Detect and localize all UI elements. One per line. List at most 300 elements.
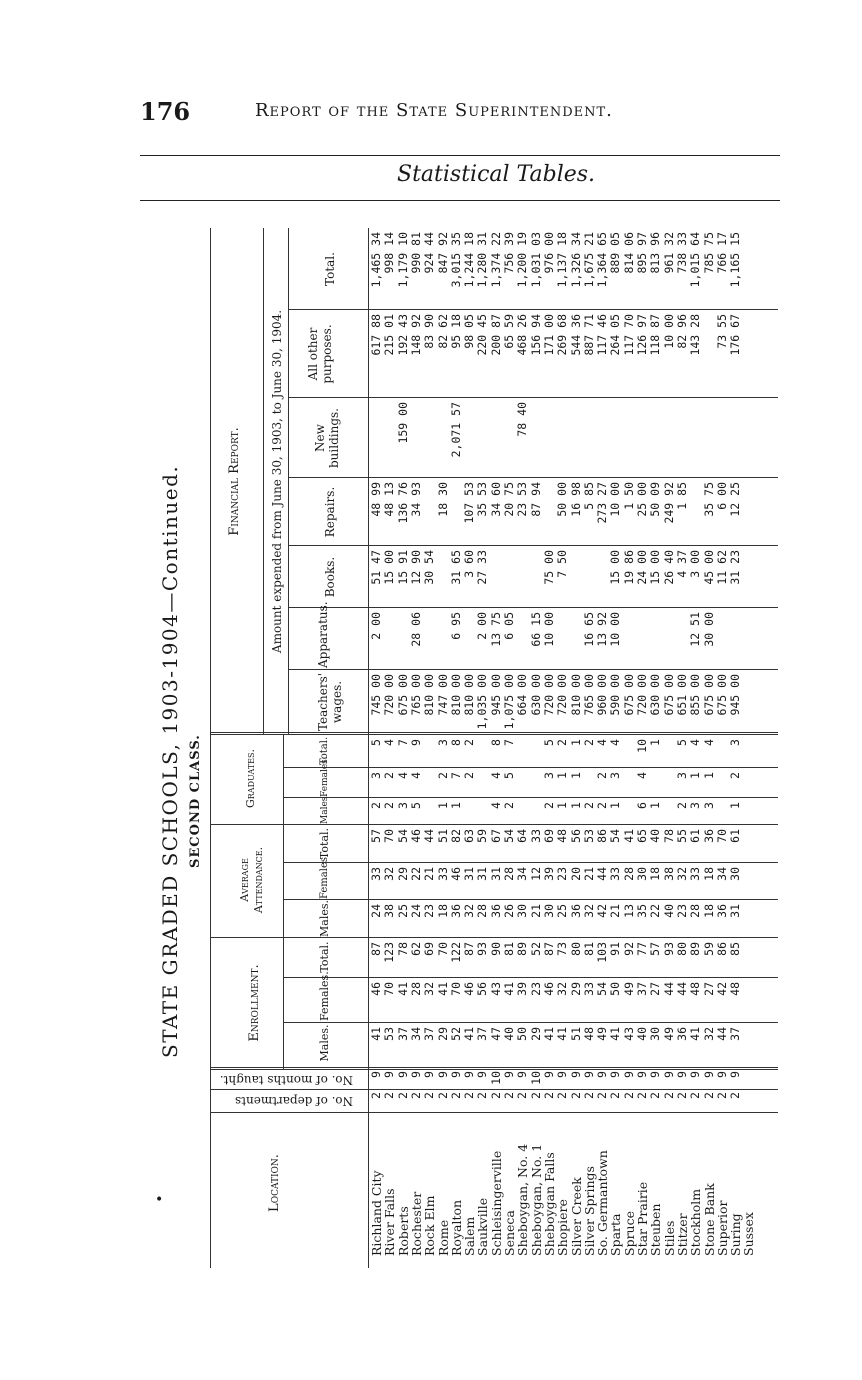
cell-enroll-females: 42 [714, 982, 729, 996]
cell-departments: 2 [555, 1092, 570, 1099]
cell-attend-total: 70 [382, 829, 397, 843]
cell-attend-males: 30 [515, 904, 530, 918]
cell-repairs: 50 09 [648, 482, 663, 517]
cell-enroll-total: 91 [608, 942, 623, 956]
cell-other: 220 45 [475, 314, 490, 356]
cell-enroll-females: 27 [648, 982, 663, 996]
cell-repairs: 16 98 [568, 482, 583, 517]
cell-fin-total: 895 97 [635, 232, 649, 274]
cell-other: 468 26 [515, 314, 530, 356]
cell-grad-males: 3 [688, 802, 703, 809]
cell-other: 544 36 [568, 314, 583, 356]
cell-enroll-males: 41 [555, 1027, 570, 1041]
cell-fin-total: 998 14 [382, 232, 397, 274]
cell-location: Stiles [661, 1220, 677, 1256]
cell-other: 117 70 [621, 314, 636, 356]
cell-grad-females: 4 [488, 772, 503, 779]
cell-fin-total: 1,137 18 [555, 232, 570, 288]
cell-departments: 2 [688, 1092, 703, 1099]
cell-attend-males: 28 [688, 904, 703, 918]
cell-grad-males: 1 [648, 802, 663, 809]
table-row [649, 228, 662, 1268]
cell-wages: 675 00 [714, 674, 729, 716]
group-rule [263, 228, 264, 735]
cell-other: 200 87 [488, 314, 503, 356]
cell-fin-total: 814 06 [621, 232, 636, 274]
cell-repairs: 23 53 [515, 482, 530, 517]
cell-attend-total: 59 [475, 829, 490, 843]
cell-books: 24 00 [635, 550, 649, 585]
cell-enroll-total: 52 [528, 942, 543, 956]
cell-grad-total: 9 [408, 739, 423, 746]
cell-enroll-total: 86 [714, 942, 729, 956]
cell-repairs: 12 25 [728, 482, 743, 517]
cell-books: 12 90 [408, 550, 423, 585]
cell-enroll-males: 32 [701, 1027, 716, 1041]
cell-grad-females: 2 [728, 772, 743, 779]
cell-departments: 2 [581, 1092, 596, 1099]
cell-location: Sparta [608, 1213, 624, 1256]
cell-attend-males: 42 [595, 904, 610, 918]
cell-departments: 2 [488, 1092, 503, 1099]
cell-months: 9 [648, 1071, 663, 1078]
running-title: Report of the State Superintendent. [255, 100, 613, 121]
cell-attend-females: 18 [701, 867, 716, 881]
cell-books: 15 00 [382, 550, 397, 585]
cell-enroll-males: 41 [541, 1027, 556, 1041]
cell-wages: 765 00 [408, 674, 423, 716]
cell-departments: 2 [369, 1092, 383, 1099]
cell-enroll-females: 33 [581, 982, 596, 996]
cell-attend-total: 70 [714, 829, 729, 843]
cell-attend-total: 63 [462, 829, 477, 843]
cell-enroll-males: 47 [488, 1027, 503, 1041]
cell-grad-females: 2 [462, 772, 477, 779]
cell-months: 9 [462, 1071, 477, 1078]
cell-books: 75 00 [541, 550, 556, 585]
cell-wages: 675 00 [395, 674, 410, 716]
cell-wages: 675 00 [621, 674, 636, 716]
cell-enroll-females: 48 [688, 982, 703, 996]
cell-fin-total: 1,179 10 [395, 232, 410, 288]
cell-other: 887 71 [581, 314, 596, 356]
cell-enroll-females: 43 [488, 982, 503, 996]
cell-grad-females: 2 [382, 772, 397, 779]
cell-attend-males: 18 [701, 904, 716, 918]
cell-months: 9 [674, 1071, 689, 1078]
cell-enroll-total: 103 [595, 942, 610, 963]
cell-attend-males: 28 [475, 904, 490, 918]
cell-location: Star Prairie [635, 1181, 650, 1256]
cell-repairs: 249 92 [661, 482, 676, 524]
cell-wages: 720 00 [635, 674, 649, 716]
cell-months: 9 [422, 1071, 437, 1078]
cell-grad-total: 8 [488, 739, 503, 746]
cell-grad-females: 1 [555, 772, 570, 779]
cell-books: 45 00 [701, 550, 716, 585]
cell-grad-females: 7 [448, 772, 463, 779]
cell-attend-males: 24 [369, 904, 383, 918]
cell-attend-total: 61 [728, 829, 743, 843]
cell-grad-total: 3 [728, 739, 743, 746]
cell-enroll-total: 87 [462, 942, 477, 956]
cell-other: 98 05 [462, 314, 477, 349]
cell-months: 9 [475, 1071, 490, 1078]
cell-enroll-total: 80 [568, 942, 583, 956]
cell-enroll-females: 28 [408, 982, 423, 996]
cell-buildings: 78 40 [515, 402, 530, 437]
other-header: All other purposes. [306, 324, 334, 384]
cell-attend-total: 67 [488, 829, 503, 843]
cell-buildings: 159 00 [395, 402, 410, 444]
cell-enroll-males: 37 [728, 1027, 743, 1041]
cell-wages: 945 00 [488, 674, 503, 716]
cell-attend-males: 18 [435, 904, 450, 918]
cell-months: 9 [581, 1071, 596, 1078]
cell-departments: 2 [701, 1092, 716, 1099]
cell-grad-females: 3 [608, 772, 623, 779]
cell-enroll-total: 70 [435, 942, 450, 956]
cell-months: 9 [369, 1071, 383, 1078]
cell-departments: 2 [462, 1092, 477, 1099]
table-row [503, 228, 516, 1268]
cell-months: 9 [502, 1071, 516, 1078]
cell-repairs: 1 85 [674, 482, 689, 510]
cell-repairs: 5 85 [581, 482, 596, 510]
cell-departments: 2 [515, 1092, 530, 1099]
cell-months: 9 [448, 1071, 463, 1078]
cell-enroll-females: 32 [422, 982, 437, 996]
cell-grad-females: 3 [674, 772, 689, 779]
cell-departments: 2 [395, 1092, 410, 1099]
cell-enroll-males: 37 [475, 1027, 490, 1041]
cell-enroll-total: 73 [555, 942, 570, 956]
cell-attend-females: 32 [382, 867, 397, 881]
cell-attend-males: 23 [674, 904, 689, 918]
cell-months: 9 [515, 1071, 530, 1078]
cell-attend-total: 56 [568, 829, 583, 843]
fin-total-header: Total. [323, 252, 337, 286]
attend-total-header: Total. [318, 827, 331, 860]
cell-fin-total: 1,244 18 [462, 232, 477, 288]
cell-grad-males: 3 [701, 802, 716, 809]
cell-months: 9 [555, 1071, 570, 1078]
cell-apparatus: 2 00 [369, 612, 383, 640]
cell-enroll-females: 46 [462, 982, 477, 996]
cell-attend-females: 32 [674, 867, 689, 881]
amount-header: Amount expended from June 30, 1903, to June 30, 1904. [270, 309, 284, 654]
cell-fin-total: 1,015 64 [688, 232, 703, 288]
financial-header: Financial Report. [227, 427, 242, 536]
cell-enroll-males: 41 [688, 1027, 703, 1041]
cell-wages: 720 00 [541, 674, 556, 716]
cell-other: 73 55 [714, 314, 729, 349]
cell-enroll-females: 41 [502, 982, 516, 996]
cell-departments: 2 [635, 1092, 649, 1099]
cell-other: 118 87 [648, 314, 663, 356]
cell-attend-total: 82 [448, 829, 463, 843]
cell-books: 30 54 [422, 550, 437, 585]
cell-enroll-females: 46 [541, 982, 556, 996]
cell-fin-total: 1,364 65 [595, 232, 610, 288]
cell-attend-total: 41 [621, 829, 636, 843]
cell-departments: 2 [661, 1092, 676, 1099]
cell-fin-total: 1,200 19 [515, 232, 530, 288]
cell-enroll-total: 87 [369, 942, 383, 956]
cell-apparatus: 16 65 [581, 612, 596, 647]
cell-enroll-males: 53 [382, 1027, 397, 1041]
cell-attend-females: 38 [661, 867, 676, 881]
cell-grad-females: 5 [502, 772, 516, 779]
cell-attend-males: 36 [488, 904, 503, 918]
books-header: Books. [323, 556, 337, 598]
cell-attend-total: 65 [635, 829, 649, 843]
cell-enroll-females: 70 [382, 982, 397, 996]
table-row [556, 228, 569, 1268]
cell-grad-females: 3 [541, 772, 556, 779]
cell-grad-total: 3 [435, 739, 450, 746]
cell-grad-females: 4 [408, 772, 423, 779]
cell-location: Royalton [448, 1199, 464, 1256]
cell-enroll-males: 40 [502, 1027, 516, 1041]
cell-months: 9 [688, 1071, 703, 1078]
cell-fin-total: 1,465 34 [369, 232, 383, 288]
attend-males-header: Males. [318, 900, 331, 937]
cell-enroll-females: 46 [369, 982, 383, 996]
cell-attend-males: 25 [555, 904, 570, 918]
table-row [742, 228, 755, 1268]
table-row [397, 228, 410, 1268]
cell-attend-females: 30 [635, 867, 649, 881]
cell-attend-total: 86 [595, 829, 610, 843]
cell-fin-total: 847 92 [435, 232, 450, 274]
cell-location: Salem [462, 1216, 478, 1256]
cell-attend-males: 36 [714, 904, 729, 918]
cell-location: Silver Creek [568, 1177, 584, 1256]
cell-departments: 2 [621, 1092, 636, 1099]
cell-enroll-males: 41 [608, 1027, 623, 1041]
cell-location: Stockholm [688, 1188, 704, 1256]
cell-departments: 2 [714, 1092, 729, 1099]
cell-location: Sussex [741, 1212, 757, 1256]
table-row [703, 228, 716, 1268]
cell-departments: 2 [502, 1092, 516, 1099]
cell-grad-females: 2 [595, 772, 610, 779]
cell-attend-males: 24 [408, 904, 423, 918]
cell-wages: 810 00 [448, 674, 463, 716]
cell-enroll-females: 44 [661, 982, 676, 996]
cell-departments: 2 [435, 1092, 450, 1099]
cell-books: 51 47 [369, 550, 383, 585]
cell-attend-females: 20 [568, 867, 583, 881]
cell-apparatus: 2 00 [475, 612, 490, 640]
cell-other: 215 01 [382, 314, 397, 356]
cell-grad-males: 1 [608, 802, 623, 809]
location-header: Location. [267, 1154, 282, 1212]
cell-months: 9 [568, 1071, 583, 1078]
cell-fin-total: 1,031 03 [528, 232, 543, 288]
cell-attend-females: 21 [581, 867, 596, 881]
table-row [663, 228, 676, 1268]
cell-enroll-total: 69 [422, 942, 437, 956]
cell-enroll-females: 70 [448, 982, 463, 996]
cell-months: 9 [541, 1071, 556, 1078]
cell-other: 95 18 [448, 314, 463, 349]
cell-enroll-females: 23 [528, 982, 543, 996]
page-number: 176 [140, 97, 191, 126]
cell-attend-females: 39 [541, 867, 556, 881]
cell-grad-males: 1 [555, 802, 570, 809]
enroll-males-header: Males. [318, 1024, 331, 1062]
cell-attend-females: 22 [408, 867, 423, 881]
cell-attend-females: 31 [462, 867, 477, 881]
cell-enroll-males: 48 [581, 1027, 596, 1041]
cell-departments: 2 [595, 1092, 610, 1099]
table-row [516, 228, 529, 1268]
cell-enroll-males: 41 [369, 1027, 383, 1041]
cell-repairs: 1 50 [621, 482, 636, 510]
cell-enroll-males: 43 [621, 1027, 636, 1041]
enroll-females-header: Females. [318, 971, 331, 1021]
page-header [0, 0, 862, 210]
cell-enroll-males: 30 [648, 1027, 663, 1041]
cell-attend-males: 13 [621, 904, 636, 918]
grad-total-header: Total. [319, 736, 330, 766]
cell-grad-total: 4 [382, 739, 397, 746]
cell-enroll-males: 29 [528, 1027, 543, 1041]
cell-grad-males: 2 [502, 802, 516, 809]
cell-departments: 2 [568, 1092, 583, 1099]
table-row [370, 228, 383, 1268]
cell-repairs: 34 60 [488, 482, 503, 517]
cell-enroll-males: 37 [422, 1027, 437, 1041]
cell-attend-total: 53 [581, 829, 596, 843]
buildings-header: New buildings. [313, 408, 341, 468]
table-row [437, 228, 450, 1268]
cell-months: 9 [621, 1071, 636, 1078]
cell-months: 9 [728, 1071, 743, 1078]
cell-attend-males: 23 [422, 904, 437, 918]
cell-wages: 747 00 [435, 674, 450, 716]
cell-grad-total: 2 [581, 739, 596, 746]
cell-fin-total: 1,326 34 [568, 232, 583, 288]
cell-departments: 2 [728, 1092, 743, 1099]
cell-enroll-females: 54 [595, 982, 610, 996]
cell-wages: 720 00 [382, 674, 397, 716]
cell-enroll-males: 34 [408, 1027, 423, 1041]
table-row [410, 228, 423, 1268]
table-title: STATE GRADED SCHOOLS, 1903-1904—Continued. [158, 464, 182, 1058]
table-row [383, 228, 396, 1268]
table-row [530, 228, 543, 1268]
cell-attend-males: 36 [568, 904, 583, 918]
rotated-table [148, 228, 778, 1268]
cell-enroll-males: 41 [462, 1027, 477, 1041]
cell-attend-males: 32 [581, 904, 596, 918]
cell-books: 4 37 [674, 550, 689, 578]
cell-enroll-females: 32 [555, 982, 570, 996]
cell-grad-females: 4 [635, 772, 649, 779]
cell-enroll-males: 51 [568, 1027, 583, 1041]
cell-attend-females: 18 [648, 867, 663, 881]
cell-fin-total: 924 44 [422, 232, 437, 274]
cell-grad-males: 4 [488, 802, 503, 809]
cell-location: Saukville [475, 1197, 491, 1256]
table-row [623, 228, 636, 1268]
cell-months: 10 [488, 1071, 503, 1085]
cell-enroll-total: 89 [515, 942, 530, 956]
cell-wages: 630 00 [528, 674, 543, 716]
cell-wages: 855 00 [688, 674, 703, 716]
cell-enroll-total: 92 [621, 942, 636, 956]
cell-enroll-females: 27 [701, 982, 716, 996]
cell-books: 31 23 [728, 550, 743, 585]
table-row [570, 228, 583, 1268]
cell-repairs: 136 76 [395, 482, 410, 524]
table-row [689, 228, 702, 1268]
apparatus-header: Apparatus. [316, 601, 330, 668]
cell-attend-females: 33 [688, 867, 703, 881]
cell-repairs: 48 99 [369, 482, 383, 517]
cell-books: 15 00 [648, 550, 663, 585]
cell-enroll-males: 37 [395, 1027, 410, 1041]
cell-enroll-males: 29 [435, 1027, 450, 1041]
cell-enroll-females: 49 [621, 982, 636, 996]
cell-location: Sheboygan, No. 4 [515, 1143, 531, 1256]
cell-months: 9 [661, 1071, 676, 1078]
cell-fin-total: 785 75 [701, 232, 716, 274]
cell-enroll-total: 93 [661, 942, 676, 956]
cell-wages: 664 00 [515, 674, 530, 716]
cell-apparatus: 10 00 [541, 612, 556, 647]
cell-fin-total: 1,675 21 [581, 232, 596, 288]
cell-fin-total: 3,015 35 [448, 232, 463, 288]
cell-wages: 720 00 [555, 674, 570, 716]
cell-other: 10 00 [661, 314, 676, 349]
cell-fin-total: 756 39 [502, 232, 516, 274]
wages-header: Teachers' wages. [316, 672, 344, 732]
cell-location: Stitzer [674, 1213, 690, 1256]
cell-grad-total: 1 [568, 739, 583, 746]
table-row [596, 228, 609, 1268]
cell-wages: 945 00 [728, 674, 743, 716]
cell-location: Rochester [408, 1191, 424, 1256]
cell-repairs: 48 13 [382, 482, 397, 517]
cell-repairs: 10 00 [608, 482, 623, 517]
cell-other: 82 62 [435, 314, 450, 349]
cell-fin-total: 961 32 [661, 232, 676, 274]
cell-location: Richland City [369, 1170, 384, 1256]
cell-location: Superior [714, 1200, 730, 1256]
cell-enroll-total: 93 [475, 942, 490, 956]
cell-location: Shopiere [555, 1199, 571, 1256]
cell-attend-total: 46 [408, 829, 423, 843]
cell-enroll-females: 39 [515, 982, 530, 996]
cell-repairs: 35 75 [701, 482, 716, 517]
cell-enroll-females: 29 [568, 982, 583, 996]
cell-location: Spruce [621, 1211, 637, 1256]
cell-attend-total: 57 [369, 829, 383, 843]
cell-grad-total: 4 [701, 739, 716, 746]
cell-attend-total: 64 [515, 829, 530, 843]
cell-enroll-total: 62 [408, 942, 423, 956]
cell-wages: 630 00 [648, 674, 663, 716]
cell-apparatus: 6 05 [502, 612, 516, 640]
cell-enroll-males: 50 [515, 1027, 530, 1041]
cell-departments: 2 [475, 1092, 490, 1099]
cell-enroll-males: 52 [448, 1027, 463, 1041]
cell-wages: 810 00 [568, 674, 583, 716]
